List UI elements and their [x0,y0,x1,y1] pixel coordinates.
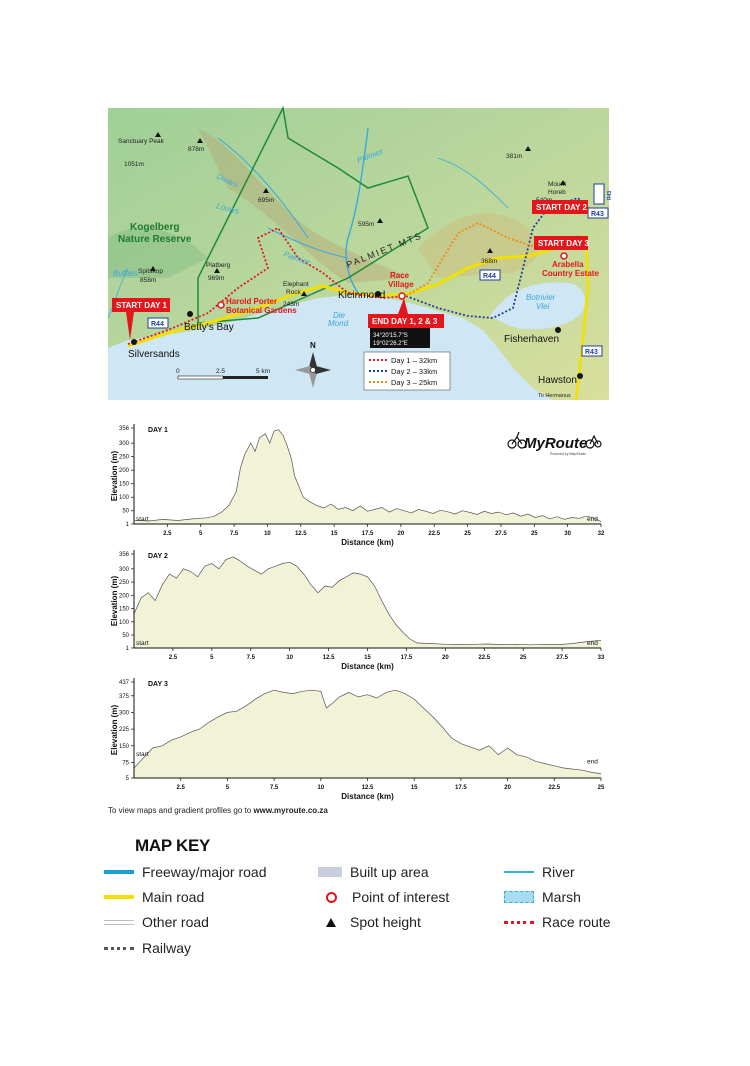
poi-arabella-icon [561,253,567,259]
marsh-swatch [504,891,534,903]
map-label: To Hermanus [538,393,571,399]
key-label: Main road [142,889,205,905]
x-tick-label: 30 [564,531,571,537]
y-tick-label: 437 [118,680,129,686]
mountain-biker-icon [586,436,601,448]
x-tick-label: 27.5 [495,531,507,537]
main-road-swatch [104,895,134,899]
x-tick-label: 15 [330,531,338,537]
compass-north-label: N [310,341,316,350]
map-label: 595m [358,221,375,228]
x-tick-label: 25 [597,785,605,791]
key-poi [326,889,449,905]
y-tick-label: 75 [122,760,129,767]
myroute-logo [506,428,602,460]
x-tick-label: 32 [597,531,605,537]
key-label: Race route [542,914,611,930]
end-label: END DAY 1, 2 & 3 [372,317,438,326]
road-shield-label: R43 [607,190,613,200]
legend-day1: Day 1 – 32km [391,356,438,365]
poi-label: Harold Porter [226,297,278,306]
town-label: Fisherhaven [504,334,560,345]
x-tick-label: 20 [441,655,449,661]
town-dot-icon [187,311,193,317]
road-shield-label: R43 [585,349,598,356]
y-axis-label: Elevation (m) [110,704,119,756]
x-tick-label: 7.5 [246,655,255,661]
y-tick-label: 150 [118,606,129,613]
profile-title: DAY 2 [148,553,168,560]
road-shield-label: R44 [483,273,496,280]
poi-label: Village [388,280,414,289]
x-tick-label: 7.5 [269,785,279,791]
river-label: Vlei [536,302,550,311]
elevation-area [134,557,601,648]
river-label: Mond [328,319,349,328]
x-tick-label: 2.5 [176,785,185,791]
y-tick-label: 300 [118,441,129,448]
profile-title: DAY 3 [148,681,168,688]
y-tick-label: 200 [118,468,129,475]
logo-tagline: Powered by MapStudio [550,452,587,456]
key-label: Marsh [542,889,581,905]
town-label: Hawston [538,375,577,386]
road-shield [594,184,604,204]
footer-note [108,806,328,815]
scale-label: 5 km [256,368,271,375]
river-swatch [504,871,534,873]
map-label: 381m [506,153,523,160]
river-label: Palmiet [355,147,384,165]
map-label: 878m [188,146,205,153]
map-label: Horeb [548,189,566,196]
start-label: start [136,751,149,758]
y-tick-label: 150 [118,743,129,750]
road-shield-label: R44 [151,321,164,328]
map-label: Rock [286,289,301,296]
river-label: Botrivier [526,293,556,302]
coord-lat: 34°20'15.7"S [373,333,408,339]
town-dot-icon [555,327,561,333]
road-shield-label: R43 [591,211,604,218]
map-label: Sanctuary Peak [118,138,164,145]
river-label: Palmiet [282,249,311,268]
end-label: end [587,758,598,766]
map-label: 243m [283,301,300,308]
x-tick-label: 7.5 [229,531,239,537]
railway-swatch [104,947,134,950]
scale-bar-segment [178,376,223,379]
x-tick-label: 12.5 [294,531,307,537]
y-tick-label: 1 [125,646,129,652]
poi-label: Arabella [552,260,584,269]
map-label: 695m [258,197,275,204]
x-tick-label: 22.5 [428,531,441,537]
logo-text: MyRoute [524,435,588,452]
x-tick-label: 20 [504,785,511,791]
scale-bar-segment [223,376,268,379]
y-tick-label: 100 [118,495,129,502]
y-axis-label: Elevation (m) [110,575,119,627]
key-built-up [318,864,429,880]
y-tick-label: 50 [122,633,129,640]
key-marsh [504,889,581,905]
poi-icon [326,892,337,903]
legend-day3: Day 3 – 25km [391,378,438,387]
map-label: 1051m [124,161,144,168]
freeway-swatch [104,870,134,874]
town-dot-icon [577,373,583,379]
key-label: Built up area [350,864,429,880]
map-label: 858m [140,277,157,284]
poi-race-village-icon [399,293,405,299]
built-up-swatch [318,867,342,877]
x-tick-label: 33 [597,655,605,661]
key-label: Railway [142,940,192,956]
key-label: Spot height [350,914,421,930]
map-label: Spitskop [138,268,163,275]
poi-harold-porter-icon [218,302,224,308]
x-tick-label: 10 [264,531,271,537]
start-label: start [136,516,149,523]
elevation-area [134,690,601,778]
start-day1-label: START DAY 1 [116,301,167,310]
coord-lon: 19°02'26.2"E [373,341,408,347]
x-tick-label: 5 [210,655,214,661]
key-label: River [542,864,575,880]
y-axis-label: Elevation (m) [110,450,119,502]
poi-label: Botanical Gardens [226,306,297,315]
x-tick-label: 25 [530,531,538,537]
race-route-swatch [504,921,534,924]
y-tick-label: 300 [118,710,129,717]
river-label: Louws [215,201,241,216]
map-label: Elephant [283,281,309,288]
map-label: Mount [548,181,567,188]
poi-label: Race [390,271,410,280]
key-label: Point of interest [352,889,450,905]
x-tick-label: 2.5 [168,655,178,661]
key-river [504,864,575,880]
x-tick-label: 17.5 [361,531,374,537]
map-label: Platberg [206,262,231,269]
reserve-label: Nature Reserve [118,234,192,245]
y-tick-label: 375 [118,693,129,700]
start-day3-label: START DAY 3 [538,239,589,248]
x-tick-label: 15 [410,785,418,791]
x-tick-label: 15 [364,655,371,661]
x-axis-label: Distance (km) [341,538,394,547]
reserve-label: Kogelberg [130,222,180,233]
x-tick-label: 10 [317,785,325,791]
key-race-route [504,914,610,930]
river-label: Die [333,311,346,320]
x-tick-label: 2.5 [163,531,172,537]
river-label: Buffels [113,269,138,278]
y-tick-label: 200 [118,593,129,600]
map-key-title: MAP KEY [135,836,211,855]
key-main-road [104,889,204,905]
y-tick-label: 50 [122,508,129,515]
start-label: start [136,640,149,647]
y-tick-label: 1 [125,522,129,528]
other-road-swatch [104,920,134,925]
key-railway [104,940,191,956]
x-tick-label: 12.5 [361,785,374,791]
x-tick-label: 25 [464,531,471,537]
x-tick-label: 27.5 [556,655,568,661]
end-label: end [587,640,598,647]
x-tick-label: 17.5 [400,655,413,661]
x-tick-label: 20 [397,531,405,537]
x-tick-label: 17.5 [455,785,467,791]
y-tick-label: 150 [118,481,129,488]
legend-day2: Day 2 – 33km [391,367,438,376]
x-tick-label: 10 [286,655,294,661]
spot-height-icon [326,918,336,927]
town-label: Silversands [128,349,180,360]
key-other-road [104,914,209,930]
scale-label: 2.5 [216,368,226,375]
town-label: Kleinmond [338,290,386,301]
y-tick-label: 356 [118,426,129,432]
y-tick-label: 250 [118,580,129,587]
footer-url-link[interactable]: www.myroute.co.za [253,806,328,815]
x-tick-label: 22.5 [478,655,491,661]
map-label: 969m [208,275,225,282]
town-dot-icon [131,339,137,345]
route-map[interactable] [108,108,613,400]
y-tick-label: 5 [125,776,129,782]
river-label: Dwars [215,171,240,190]
key-freeway [104,864,267,880]
scale-label: 0 [176,368,180,375]
poi-label: Country Estate [542,269,599,278]
mountain-range-label: PALMIET MTS [345,230,425,270]
elevation-profile-day2 [108,548,608,670]
x-tick-label: 5 [199,531,203,537]
y-tick-label: 300 [118,566,129,573]
start-day2-label: START DAY 2 [536,203,587,212]
y-tick-label: 225 [118,727,129,734]
x-tick-label: 25 [519,655,527,661]
key-spot-height [326,914,421,930]
town-label: Betty's Bay [184,322,234,333]
y-tick-label: 356 [118,552,129,558]
footer-prefix: To view maps and gradient profiles go to [108,806,252,815]
end-label: end [587,516,598,523]
y-tick-label: 100 [118,619,129,626]
x-axis-label: Distance (km) [341,792,394,801]
elevation-profile-day3 [108,674,608,806]
profile-title: DAY 1 [148,427,168,434]
key-label: Freeway/major road [142,864,267,880]
map-label: 368m [481,258,498,265]
y-tick-label: 250 [118,454,129,461]
key-label: Other road [142,914,209,930]
x-tick-label: 22.5 [548,785,561,791]
x-tick-label: 5 [225,785,230,791]
x-axis-label: Distance (km) [341,662,394,671]
x-tick-label: 12.5 [322,655,335,661]
